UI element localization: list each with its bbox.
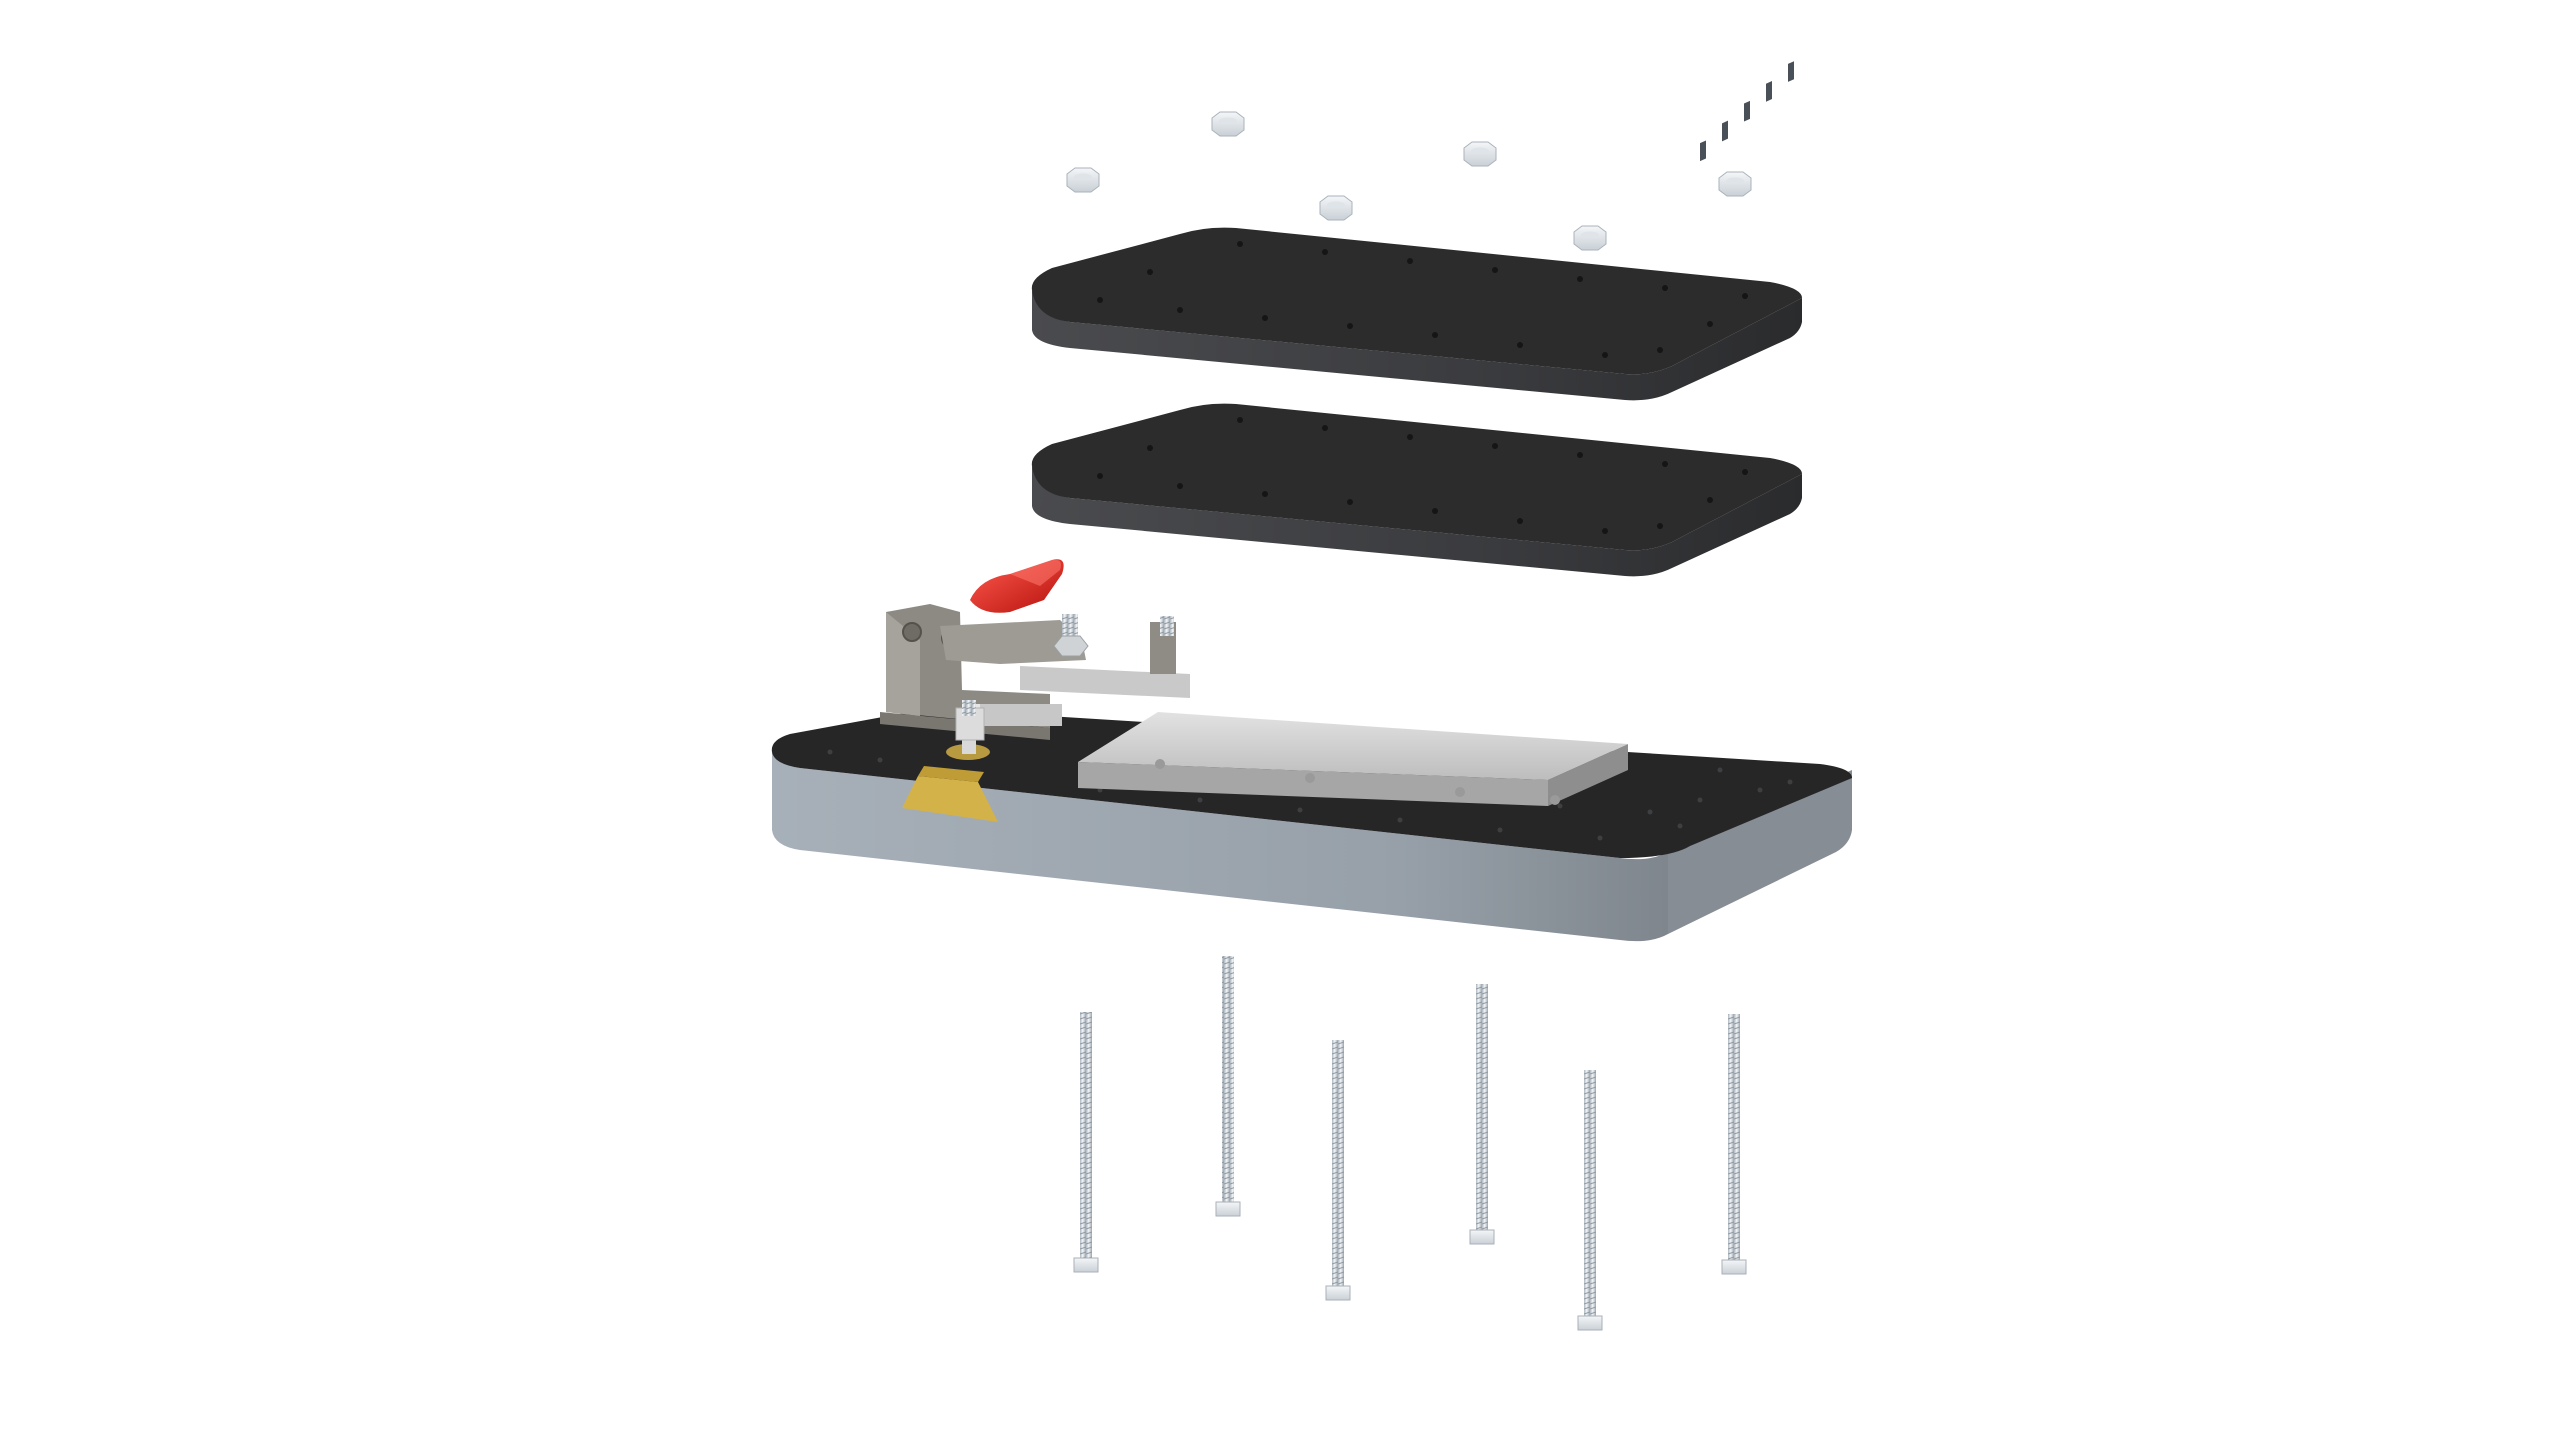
threaded-rod [1578, 1070, 1602, 1330]
threaded-rod [1326, 1040, 1350, 1300]
nut [1574, 226, 1606, 250]
middle-plate [1032, 404, 1802, 577]
clamp-pivot [903, 623, 921, 641]
nut [1719, 172, 1751, 196]
nut [1067, 168, 1099, 192]
clamp-handle [970, 559, 1064, 613]
threaded-rod [1722, 1014, 1746, 1274]
threaded-rod-group [1074, 956, 1746, 1330]
nut [1464, 142, 1496, 166]
threaded-rod [1074, 1012, 1098, 1272]
nut [1212, 112, 1244, 136]
nut [1320, 196, 1352, 220]
top-plate [1032, 228, 1802, 401]
threaded-rod [1216, 956, 1240, 1216]
threaded-rod [1470, 984, 1494, 1244]
nut-group [1067, 112, 1751, 250]
clamp-threaded-post [1160, 616, 1174, 636]
clamp-hex-nut [1054, 636, 1088, 656]
base-slots [1700, 61, 1794, 161]
